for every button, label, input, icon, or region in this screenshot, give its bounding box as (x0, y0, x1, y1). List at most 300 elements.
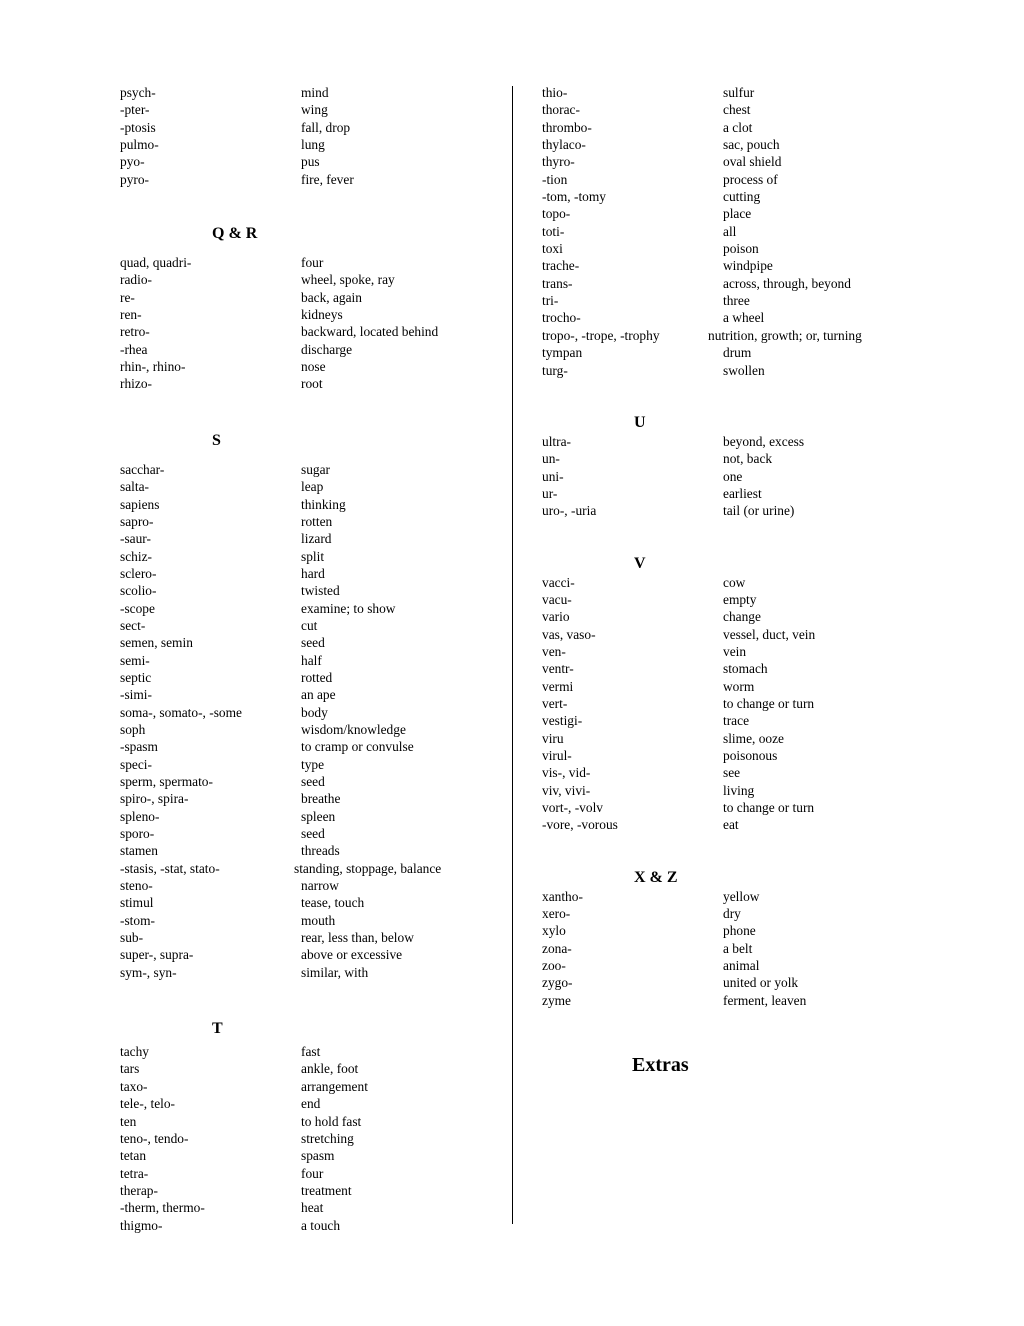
prefix-term: thorac- (542, 102, 580, 118)
glossary-row (120, 738, 500, 755)
glossary-row (120, 1095, 500, 1112)
prefix-meaning: change (723, 609, 761, 625)
prefix-term: pyro- (120, 171, 150, 187)
prefix-meaning: ferment, leaven (723, 992, 807, 1008)
glossary-row (542, 799, 962, 816)
prefix-term: -scope (120, 600, 155, 616)
prefix-meaning: tease, touch (301, 895, 365, 911)
prefix-meaning: spasm (301, 1148, 335, 1164)
prefix-term: stimul (120, 895, 154, 911)
prefix-term: -tion (542, 171, 568, 187)
prefix-term: semi- (120, 652, 150, 668)
glossary-row (542, 747, 962, 764)
glossary-row (542, 327, 962, 344)
glossary-row (120, 964, 500, 981)
prefix-meaning: empty (723, 591, 757, 607)
prefix-term: sub- (120, 930, 144, 946)
prefix-term: retro- (120, 324, 150, 340)
prefix-term: un- (542, 451, 560, 467)
glossary-row (542, 712, 962, 729)
prefix-term: sacchar- (120, 461, 165, 477)
prefix-term: vestigi- (542, 713, 583, 729)
glossary-row (120, 773, 500, 790)
prefix-meaning: similar, with (301, 964, 369, 980)
prefix-meaning: lizard (301, 531, 332, 547)
prefix-meaning: a touch (301, 1217, 341, 1233)
prefix-meaning: a clot (723, 119, 753, 135)
prefix-term: rhin-, rhino- (120, 359, 186, 375)
glossary-row (120, 1147, 500, 1164)
prefix-meaning: sugar (301, 461, 331, 477)
prefix-term: radio- (120, 272, 152, 288)
prefix-meaning: rotted (301, 669, 333, 685)
prefix-term: vis-, vid- (542, 765, 591, 781)
glossary-row (542, 695, 962, 712)
prefix-meaning: fall, drop (301, 119, 351, 135)
prefix-meaning: trace (723, 713, 750, 729)
prefix-term: thrombo- (542, 119, 592, 135)
glossary-row (120, 513, 500, 530)
prefix-term: vacci- (542, 574, 575, 590)
glossary-row (120, 808, 500, 825)
prefix-meaning: heat (301, 1200, 324, 1216)
glossary-row (542, 344, 962, 361)
prefix-term: thylaco- (542, 137, 586, 153)
prefix-term: zygo- (542, 975, 573, 991)
glossary-row (120, 790, 500, 807)
glossary-row (120, 119, 500, 136)
glossary-row (542, 171, 962, 188)
glossary-row (542, 764, 962, 781)
prefix-term: tetan (120, 1148, 147, 1164)
prefix-meaning: end (301, 1096, 321, 1112)
prefix-meaning: eat (723, 817, 739, 833)
prefix-meaning: kidneys (301, 307, 343, 323)
glossary-row (542, 905, 962, 922)
prefix-meaning: type (301, 756, 325, 772)
glossary-row (542, 433, 962, 450)
prefix-term: pyo- (120, 154, 145, 170)
prefix-meaning: vein (723, 643, 747, 659)
glossary-row (120, 617, 500, 634)
prefix-term: viv, vivi- (542, 782, 591, 798)
prefix-term: thio- (542, 85, 568, 100)
prefix-meaning: slime, ooze (723, 730, 784, 746)
prefix-meaning: cutting (723, 189, 761, 205)
prefix-term: tetra- (120, 1165, 149, 1181)
glossary-row (120, 153, 500, 170)
glossary-row (120, 1113, 500, 1130)
section-heading (120, 1019, 500, 1039)
glossary-row (120, 254, 500, 271)
prefix-meaning: hard (301, 565, 325, 581)
glossary-row (542, 992, 962, 1009)
prefix-meaning: mouth (301, 912, 336, 928)
glossary-row (120, 721, 500, 738)
prefix-term: vas, vaso- (542, 626, 596, 642)
right-column (542, 84, 962, 1079)
section-heading (542, 868, 962, 888)
prefix-term: trache- (542, 258, 580, 274)
prefix-meaning: nose (301, 359, 326, 375)
prefix-meaning: fire, fever (301, 171, 354, 187)
prefix-term: sperm, spermato- (120, 774, 213, 789)
prefix-meaning: windpipe (723, 258, 773, 274)
prefix-meaning: across, through, beyond (723, 275, 851, 291)
prefix-meaning: four (301, 255, 324, 271)
prefix-meaning: vessel, duct, vein (723, 626, 816, 642)
prefix-term: spleno- (120, 808, 160, 824)
prefix-term: sect- (120, 617, 146, 633)
glossary-row (542, 660, 962, 677)
prefix-term: super-, supra- (120, 947, 194, 963)
prefix-meaning: sac, pouch (723, 137, 780, 153)
prefix-term: taxo- (120, 1078, 148, 1094)
prefix-meaning: phone (723, 923, 756, 939)
glossary-row (120, 860, 500, 877)
prefix-term: xantho- (542, 888, 583, 904)
glossary-row (120, 496, 500, 513)
glossary-row (542, 468, 962, 485)
prefix-meaning: see (723, 765, 741, 781)
prefix-term: vermi (542, 678, 574, 694)
glossary-row (120, 686, 500, 703)
prefix-term: -vore, -vorous (542, 817, 618, 833)
prefix-meaning: a wheel (723, 310, 765, 326)
glossary-row (542, 782, 962, 799)
glossary-row (120, 1060, 500, 1077)
prefix-meaning: swollen (723, 362, 765, 378)
glossary-row (542, 643, 962, 660)
prefix-meaning: root (301, 376, 323, 392)
prefix-term: sym-, syn- (120, 964, 177, 980)
prefix-meaning: to hold fast (301, 1113, 362, 1129)
glossary-row (120, 894, 500, 911)
glossary-row (542, 119, 962, 136)
prefix-meaning: spleen (301, 808, 336, 824)
prefix-meaning: stomach (723, 661, 768, 677)
prefix-term: sporo- (120, 826, 155, 842)
prefix-meaning: animal (723, 958, 760, 974)
glossary-row (542, 816, 962, 833)
prefix-meaning: to cramp or convulse (301, 739, 414, 755)
prefix-meaning: dry (723, 906, 741, 922)
glossary-row (542, 153, 962, 170)
prefix-meaning: wheel, spoke, ray (301, 272, 395, 288)
glossary-row (120, 136, 500, 153)
glossary-row (120, 582, 500, 599)
left-column (120, 84, 500, 1234)
prefix-term: stamen (120, 843, 158, 859)
prefix-meaning: lung (301, 137, 325, 153)
glossary-row (542, 450, 962, 467)
prefix-term: xylo (542, 923, 566, 939)
section-heading (542, 554, 962, 574)
prefix-term: viru (542, 730, 564, 746)
prefix-meaning: treatment (301, 1182, 352, 1198)
glossary-row (120, 652, 500, 669)
prefix-meaning: worm (723, 678, 755, 694)
prefix-term: turg- (542, 362, 568, 378)
glossary-row (120, 704, 500, 721)
section-heading-text: V (634, 554, 646, 572)
glossary-row (120, 825, 500, 842)
glossary-row (120, 461, 500, 478)
glossary-row (542, 205, 962, 222)
prefix-meaning: threads (301, 843, 340, 859)
prefix-term: tropo-, -trope, -trophy (542, 327, 660, 343)
glossary-row (120, 912, 500, 929)
glossary-row (120, 289, 500, 306)
prefix-meaning: half (301, 652, 322, 668)
prefix-meaning: poisonous (723, 748, 778, 763)
section-heading-text: X & Z (634, 868, 678, 886)
prefix-term: vacu- (542, 591, 572, 607)
prefix-term: ren- (120, 307, 142, 323)
prefix-term: steno- (120, 878, 153, 894)
prefix-meaning: chest (723, 102, 751, 118)
prefix-meaning: united or yolk (723, 975, 799, 991)
prefix-meaning: all (723, 223, 737, 239)
glossary-row (542, 101, 962, 118)
prefix-term: rhizo- (120, 376, 152, 392)
glossary-row (120, 171, 500, 188)
prefix-term: -stom- (120, 912, 155, 928)
glossary-row (542, 574, 962, 591)
prefix-term: -stasis, -stat, stato- (120, 860, 220, 876)
section-heading (542, 413, 962, 433)
prefix-term: therap- (120, 1182, 158, 1198)
prefix-meaning: not, back (723, 451, 773, 467)
glossary-row (542, 362, 962, 379)
prefix-term: uro-, -uria (542, 503, 597, 519)
prefix-term: -saur- (120, 531, 151, 547)
glossary-row (542, 974, 962, 991)
prefix-meaning: seed (301, 774, 325, 789)
prefix-term: ven- (542, 643, 566, 659)
glossary-row (542, 188, 962, 205)
prefix-term: sapro- (120, 513, 154, 529)
prefix-meaning: three (723, 293, 750, 309)
prefix-term: schiz- (120, 548, 152, 564)
prefix-term: sapiens (120, 496, 160, 512)
prefix-term: tele-, telo- (120, 1096, 176, 1112)
column-divider (512, 86, 513, 1224)
glossary-row (542, 485, 962, 502)
prefix-term: toxi (542, 241, 563, 257)
prefix-term: -simi- (120, 687, 152, 703)
prefix-meaning: above or excessive (301, 947, 403, 963)
glossary-row (120, 548, 500, 565)
prefix-term: septic (120, 669, 152, 685)
glossary-row (120, 1217, 500, 1234)
prefix-term: tri- (542, 293, 559, 309)
prefix-meaning: narrow (301, 878, 339, 894)
prefix-term: tympan (542, 345, 583, 361)
prefix-term: speci- (120, 756, 152, 772)
prefix-term: teno-, tendo- (120, 1130, 189, 1146)
prefix-term: semen, semin (120, 635, 193, 651)
prefix-meaning: drum (723, 345, 752, 361)
section-heading-text: U (634, 413, 646, 431)
prefix-meaning: process of (723, 171, 778, 187)
prefix-meaning: four (301, 1165, 324, 1181)
glossary-row (120, 478, 500, 495)
prefix-term: virul- (542, 748, 572, 763)
prefix-meaning: arrangement (301, 1078, 368, 1094)
prefix-term: -pter- (120, 102, 150, 118)
prefix-term: spiro-, spira- (120, 791, 189, 807)
glossary-row (120, 1043, 500, 1060)
extras-heading (542, 1051, 962, 1079)
prefix-term: tars (120, 1061, 140, 1077)
glossary-row (542, 275, 962, 292)
prefix-meaning: breathe (301, 791, 341, 807)
glossary-row (120, 1199, 500, 1216)
glossary-row (542, 957, 962, 974)
glossary-row (120, 358, 500, 375)
prefix-term: -therm, thermo- (120, 1200, 205, 1216)
section-heading-text: T (212, 1020, 223, 1038)
glossary-row (542, 309, 962, 326)
glossary-row (120, 84, 500, 101)
glossary-row (120, 101, 500, 118)
prefix-term: zoo- (542, 958, 566, 974)
prefix-term: ten (120, 1113, 137, 1129)
prefix-meaning: ankle, foot (301, 1061, 359, 1077)
prefix-meaning: backward, located behind (301, 324, 439, 340)
glossary-row (120, 756, 500, 773)
prefix-term: trans- (542, 275, 573, 291)
prefix-meaning: mind (301, 85, 329, 100)
glossary-row (542, 292, 962, 309)
prefix-meaning: tail (or urine) (723, 503, 795, 519)
prefix-meaning: stretching (301, 1130, 354, 1146)
prefix-meaning: sulfur (723, 85, 755, 100)
glossary-row (120, 530, 500, 547)
prefix-term: vert- (542, 695, 568, 711)
glossary-row (542, 257, 962, 274)
section-heading (120, 224, 500, 244)
prefix-term: ventr- (542, 661, 574, 677)
prefix-meaning: to change or turn (723, 800, 815, 816)
prefix-term: toti- (542, 223, 565, 239)
prefix-meaning: cow (723, 574, 746, 590)
prefix-meaning: twisted (301, 583, 340, 599)
prefix-meaning: place (723, 206, 752, 222)
glossary-row (542, 591, 962, 608)
prefix-meaning: living (723, 782, 755, 798)
glossary-row (120, 1130, 500, 1147)
prefix-term: scolio- (120, 583, 157, 599)
prefix-term: topo- (542, 206, 571, 222)
prefix-term: -spasm (120, 739, 158, 755)
prefix-meaning: body (301, 704, 328, 720)
prefix-meaning: nutrition, growth; or, turning (708, 327, 862, 343)
prefix-meaning: oval shield (723, 154, 782, 170)
glossary-row (120, 946, 500, 963)
prefix-term: uni- (542, 468, 564, 484)
prefix-meaning: thinking (301, 496, 346, 512)
prefix-meaning: discharge (301, 341, 353, 357)
prefix-meaning: earliest (723, 485, 762, 501)
prefix-term: -tom, -tomy (542, 189, 606, 205)
prefix-meaning: wisdom/knowledge (301, 721, 406, 737)
prefix-term: thigmo- (120, 1217, 163, 1233)
glossary-row (120, 306, 500, 323)
glossary-row (542, 502, 962, 519)
prefix-meaning: poison (723, 241, 759, 257)
glossary-row (120, 271, 500, 288)
prefix-meaning: cut (301, 617, 318, 633)
prefix-term: zyme (542, 992, 571, 1008)
prefix-meaning: pus (301, 154, 320, 170)
glossary-row (120, 565, 500, 582)
prefix-meaning: wing (301, 102, 328, 118)
glossary-row (542, 678, 962, 695)
prefix-term: ultra- (542, 433, 571, 449)
glossary-row (542, 922, 962, 939)
glossary-row (542, 626, 962, 643)
prefix-meaning: examine; to show (301, 600, 396, 616)
prefix-term: re- (120, 289, 135, 305)
glossary-row (120, 600, 500, 617)
prefix-meaning: back, again (301, 289, 362, 305)
prefix-term: quad, quadri- (120, 255, 192, 271)
glossary-row (120, 323, 500, 340)
glossary-row (542, 888, 962, 905)
prefix-term: tachy (120, 1044, 149, 1060)
glossary-row (542, 940, 962, 957)
prefix-meaning: rear, less than, below (301, 930, 414, 946)
prefix-term: psych- (120, 85, 156, 100)
glossary-row (120, 341, 500, 358)
section-heading-text: S (212, 431, 221, 449)
prefix-term: vario (542, 609, 570, 625)
glossary-row (120, 1078, 500, 1095)
prefix-meaning: standing, stoppage, balance (294, 860, 442, 876)
prefix-meaning: split (301, 548, 325, 564)
prefix-term: xero- (542, 906, 571, 922)
glossary-row (120, 842, 500, 859)
glossary-row (120, 1182, 500, 1199)
glossary-row (120, 669, 500, 686)
section-heading (120, 431, 500, 451)
extras-heading-text: Extras (632, 1054, 689, 1077)
prefix-term: zona- (542, 940, 572, 956)
prefix-term: trocho- (542, 310, 581, 326)
glossary-row (542, 136, 962, 153)
prefix-term: soma-, somato-, -some (120, 704, 242, 720)
prefix-meaning: seed (301, 635, 325, 651)
glossary-row (120, 877, 500, 894)
glossary-row (542, 240, 962, 257)
glossary-row (542, 608, 962, 625)
prefix-meaning: to change or turn (723, 695, 815, 711)
glossary-row (542, 223, 962, 240)
prefix-term: thyro- (542, 154, 575, 170)
glossary-row (542, 84, 962, 101)
glossary-row (120, 634, 500, 651)
prefix-term: salta- (120, 479, 149, 495)
prefix-term: -ptosis (120, 119, 156, 135)
prefix-meaning: leap (301, 479, 324, 495)
prefix-meaning: yellow (723, 888, 760, 904)
prefix-meaning: a belt (723, 940, 753, 956)
prefix-meaning: beyond, excess (723, 433, 805, 449)
prefix-term: soph (120, 721, 146, 737)
glossary-row (542, 730, 962, 747)
